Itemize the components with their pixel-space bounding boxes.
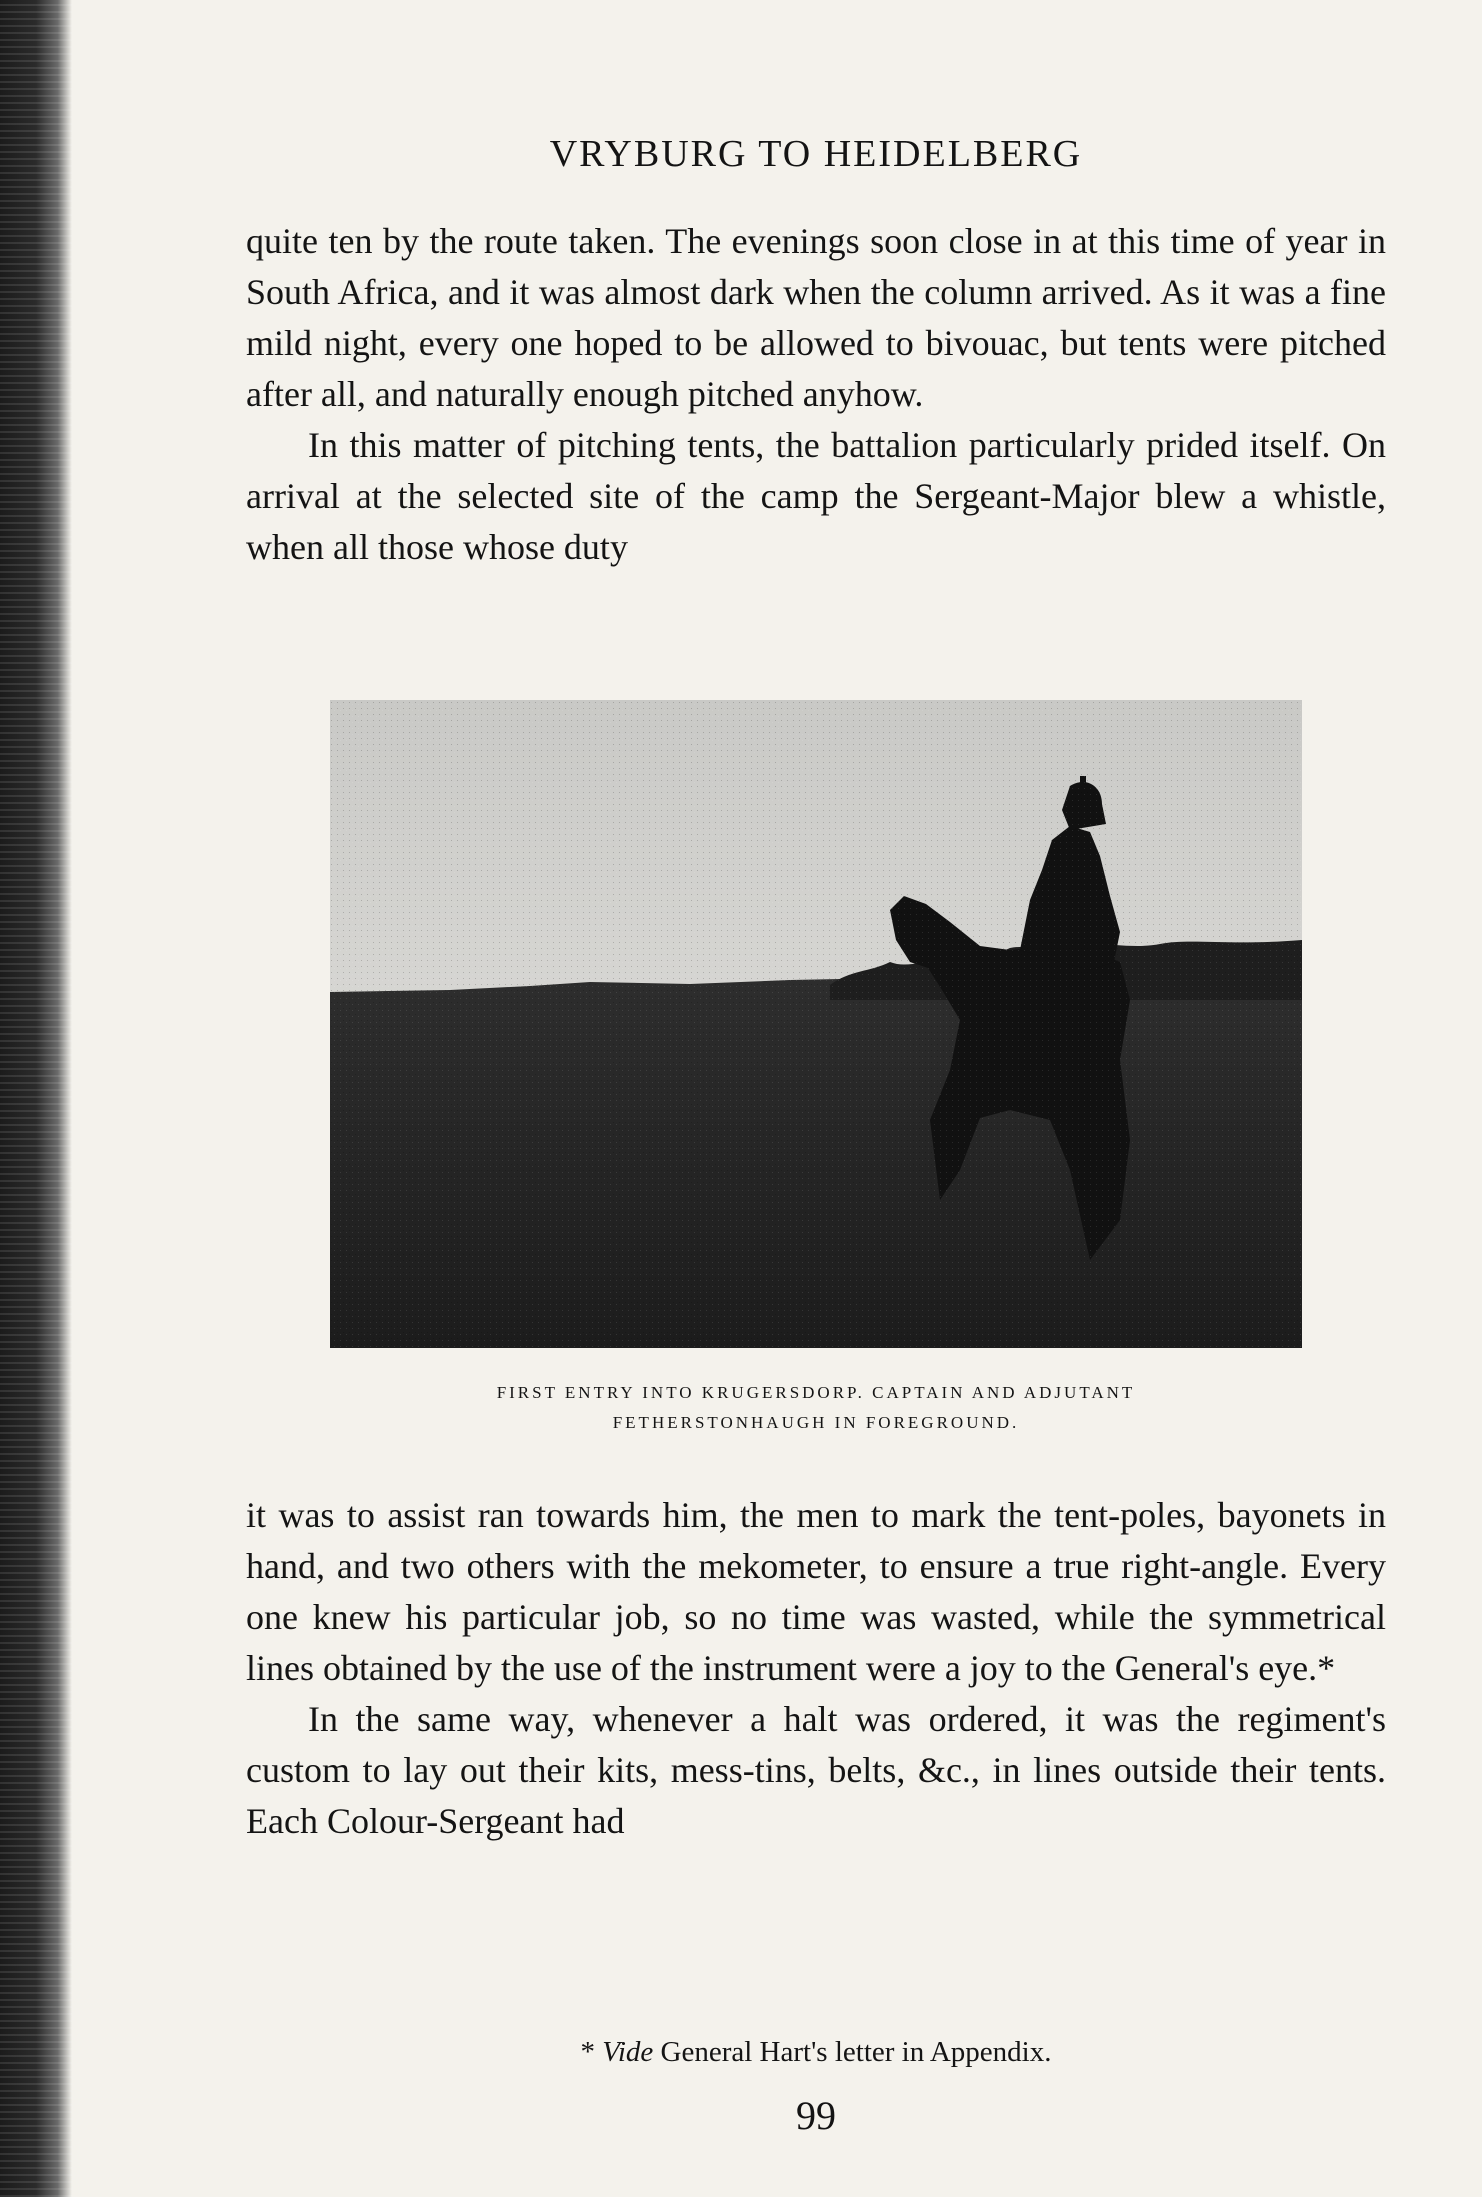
footnote-marker: * bbox=[580, 2036, 596, 2068]
binding-edge bbox=[0, 0, 72, 2197]
photo-illustration bbox=[330, 700, 1302, 1348]
paragraph: it was to assist ran towards him, the men to mark the tent-poles, bayonets in hand, and two others with the mekometer, to ensure a true right-angle. Every one knew his particular job, so no time was wasted, while the symmetrical lines obtained by the use of the instrument were a joy to the General's eye.* bbox=[246, 1495, 1386, 1688]
page-number: 99 bbox=[796, 2093, 836, 2138]
photo-grain bbox=[330, 700, 1302, 1348]
footnote-vide: Vide bbox=[602, 2036, 654, 2068]
figure-caption-line-2: FETHERSTONHAUGH IN FOREGROUND. bbox=[612, 1413, 1020, 1432]
body-text-bottom bbox=[246, 1490, 1386, 1847]
paragraph: quite ten by the route taken. The evenings soon close in at this time of year in South Africa, and it was almost dark when the column arrived. As it was a fine mild night, every one hoped to be allowed to bivouac, but tents were pitched after all, and naturally enough pitched anyhow. bbox=[246, 221, 1386, 414]
footnote bbox=[246, 2036, 1386, 2069]
photograph-krugersdorp-entry bbox=[330, 700, 1302, 1348]
figure-caption-line-1: FIRST ENTRY INTO KRUGERSDORP. CAPTAIN AND ADJUTANT bbox=[496, 1383, 1136, 1402]
body-text-top bbox=[246, 216, 1386, 573]
paragraph: In this matter of pitching tents, the battalion particularly prided itself. On arrival at the selected site of the camp the Sergeant-Major blew a whistle, when all those whose duty bbox=[246, 425, 1386, 567]
paragraph: In the same way, whenever a halt was ordered, it was the regiment's custom to lay out their kits, mess-tins, belts, &c., in lines outside their tents. Each Colour-Sergeant had bbox=[246, 1699, 1386, 1841]
footnote-text: General Hart's letter in Appendix. bbox=[660, 2036, 1052, 2068]
running-head: VRYBURG TO HEIDELBERG bbox=[549, 133, 1083, 175]
